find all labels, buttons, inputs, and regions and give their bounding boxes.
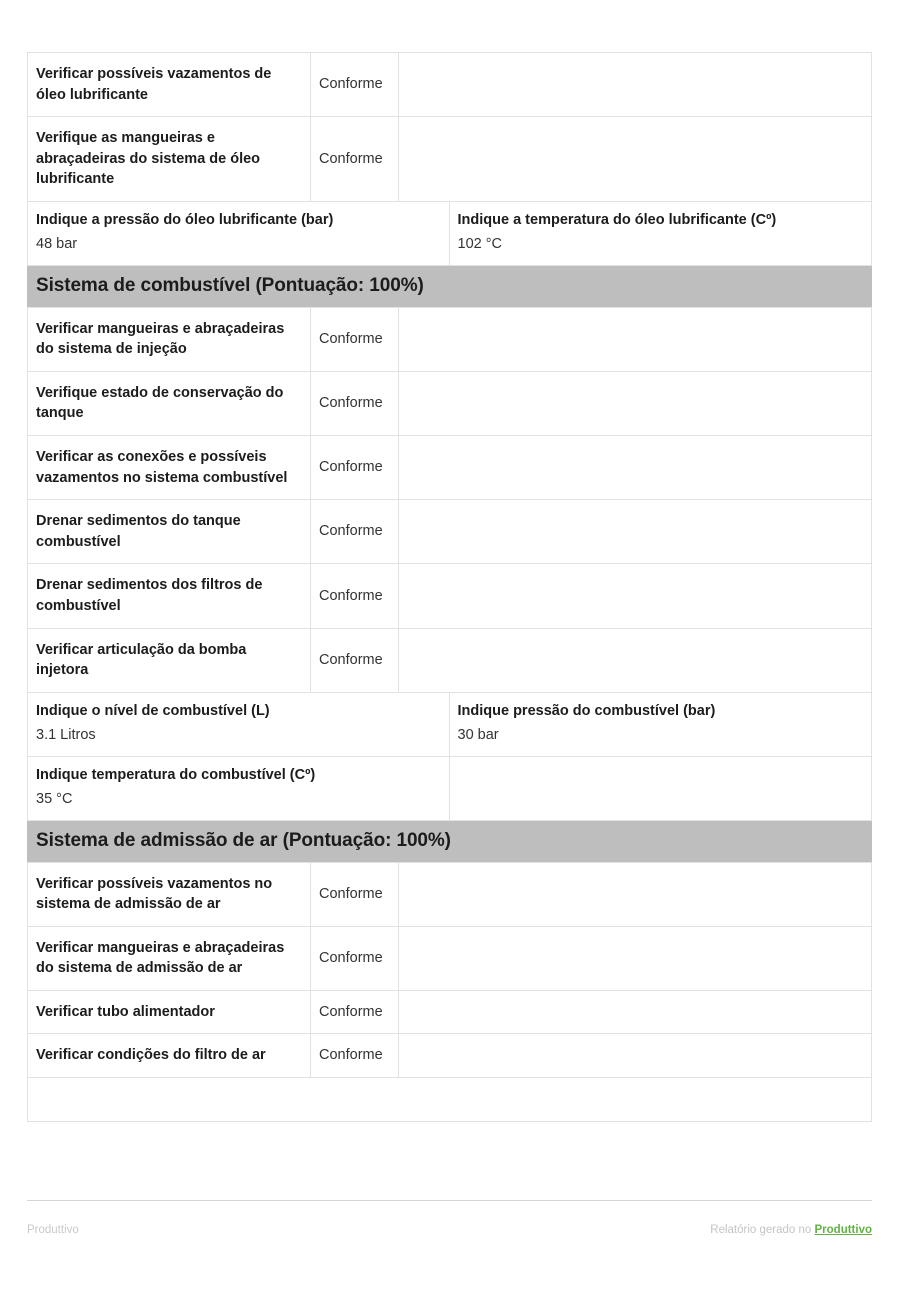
measurement-cell-right xyxy=(450,757,872,820)
table-row xyxy=(27,991,872,1035)
checklist-item-notes xyxy=(399,1034,871,1077)
table-row xyxy=(27,372,872,436)
table-row xyxy=(27,500,872,564)
table-row xyxy=(27,1034,872,1078)
measurement-cell-left xyxy=(28,693,450,756)
checklist-item-answer: Conforme xyxy=(311,436,399,499)
checklist-item-notes xyxy=(399,629,871,692)
measurement-question: Indique o nível de combustível (L) xyxy=(36,702,270,719)
inspection-report-table xyxy=(27,52,872,1122)
checklist-item-answer: Conforme xyxy=(311,117,399,201)
table-row xyxy=(27,307,872,372)
checklist-item-answer: Conforme xyxy=(311,991,399,1034)
checklist-item-notes xyxy=(399,863,871,926)
measurement-question: Indique a temperatura do óleo lubrificante (Cº) xyxy=(457,211,777,228)
checklist-item-notes xyxy=(399,991,871,1034)
checklist-item-notes xyxy=(399,372,871,435)
table-row xyxy=(27,564,872,628)
checklist-group-continued xyxy=(27,52,872,202)
table-continuation-blank-row xyxy=(27,1078,872,1122)
measurement-cell-left xyxy=(28,757,450,820)
checklist-item-answer: Conforme xyxy=(311,308,399,371)
footer-produttivo-link[interactable]: Produttivo xyxy=(814,1224,872,1236)
table-row xyxy=(27,117,872,202)
checklist-item-label: Verificar as conexões e possíveis vazamentos no sistema combustível xyxy=(28,436,311,499)
checklist-group xyxy=(27,862,872,1078)
checklist-item-answer: Conforme xyxy=(311,53,399,116)
table-row xyxy=(27,436,872,500)
measurement-cell-right xyxy=(450,693,872,756)
checklist-item-answer: Conforme xyxy=(311,564,399,627)
page-footer xyxy=(27,1200,872,1236)
checklist-item-label: Verificar articulação da bomba injetora xyxy=(28,629,311,692)
checklist-item-notes xyxy=(399,564,871,627)
report-section xyxy=(27,266,872,821)
footer-content xyxy=(27,1224,872,1236)
checklist-item-notes xyxy=(399,53,871,116)
checklist-item-label: Verificar condições do filtro de ar xyxy=(28,1034,311,1077)
checklist-item-answer: Conforme xyxy=(311,863,399,926)
footer-generated-prefix: Relatório gerado no xyxy=(710,1224,815,1236)
checklist-item-label: Verificar tubo alimentador xyxy=(28,991,311,1034)
checklist-item-notes xyxy=(399,436,871,499)
checklist-item-notes xyxy=(399,927,871,990)
checklist-item-label: Verificar mangueiras e abraçadeiras do sistema de admissão de ar xyxy=(28,927,311,990)
checklist-item-label: Verifique estado de conservação do tanque xyxy=(28,372,311,435)
measurement-value xyxy=(458,768,864,786)
table-row xyxy=(27,52,872,117)
measurement-cell-left xyxy=(28,202,450,265)
footer-brand-label: Produttivo xyxy=(27,1224,79,1236)
table-row xyxy=(27,927,872,991)
measurement-group-continued xyxy=(27,202,872,266)
table-row xyxy=(27,862,872,927)
measurement-group xyxy=(27,693,872,821)
checklist-item-label: Verificar mangueiras e abraçadeiras do sistema de injeção xyxy=(28,308,311,371)
measurement-question: Indique a pressão do óleo lubrificante (bar) xyxy=(36,211,334,228)
footer-generated-note xyxy=(710,1224,872,1236)
checklist-item-notes xyxy=(399,308,871,371)
report-section xyxy=(27,821,872,1078)
measurement-row xyxy=(27,202,872,266)
checklist-item-answer: Conforme xyxy=(311,500,399,563)
measurement-cell-right xyxy=(450,202,872,265)
table-row xyxy=(27,629,872,693)
checklist-item-label: Verifique as mangueiras e abraçadeiras do sistema de óleo lubrificante xyxy=(28,117,311,201)
checklist-item-answer: Conforme xyxy=(311,629,399,692)
checklist-item-label: Drenar sedimentos do tanque combustível xyxy=(28,500,311,563)
checklist-item-label: Verificar possíveis vazamentos de óleo lubrificante xyxy=(28,53,311,116)
section-header-1: Sistema de admissão de ar (Pontuação: 100%) xyxy=(27,821,872,862)
measurement-value: 102 °C xyxy=(457,235,502,252)
section-header-0: Sistema de combustível (Pontuação: 100%) xyxy=(27,266,872,307)
checklist-group xyxy=(27,307,872,693)
measurement-value: 30 bar xyxy=(457,726,499,743)
checklist-item-answer: Conforme xyxy=(311,927,399,990)
checklist-item-notes xyxy=(399,500,871,563)
checklist-item-notes xyxy=(399,117,871,201)
measurement-row xyxy=(27,757,872,821)
measurement-value: 35 °C xyxy=(36,790,73,807)
measurement-question: Indique temperatura do combustível (Cº) xyxy=(36,766,316,783)
measurement-row xyxy=(27,693,872,757)
checklist-item-label: Verificar possíveis vazamentos no sistema de admissão de ar xyxy=(28,863,311,926)
checklist-item-label: Drenar sedimentos dos filtros de combustível xyxy=(28,564,311,627)
checklist-item-answer: Conforme xyxy=(311,372,399,435)
report-sections xyxy=(27,266,872,1078)
footer-divider xyxy=(27,1200,872,1201)
checklist-item-answer: Conforme xyxy=(311,1034,399,1077)
measurement-value: 3.1 Litros xyxy=(36,726,96,743)
measurement-value: 48 bar xyxy=(36,235,78,252)
report-section-continued xyxy=(27,52,872,266)
measurement-question: Indique pressão do combustível (bar) xyxy=(457,702,716,719)
